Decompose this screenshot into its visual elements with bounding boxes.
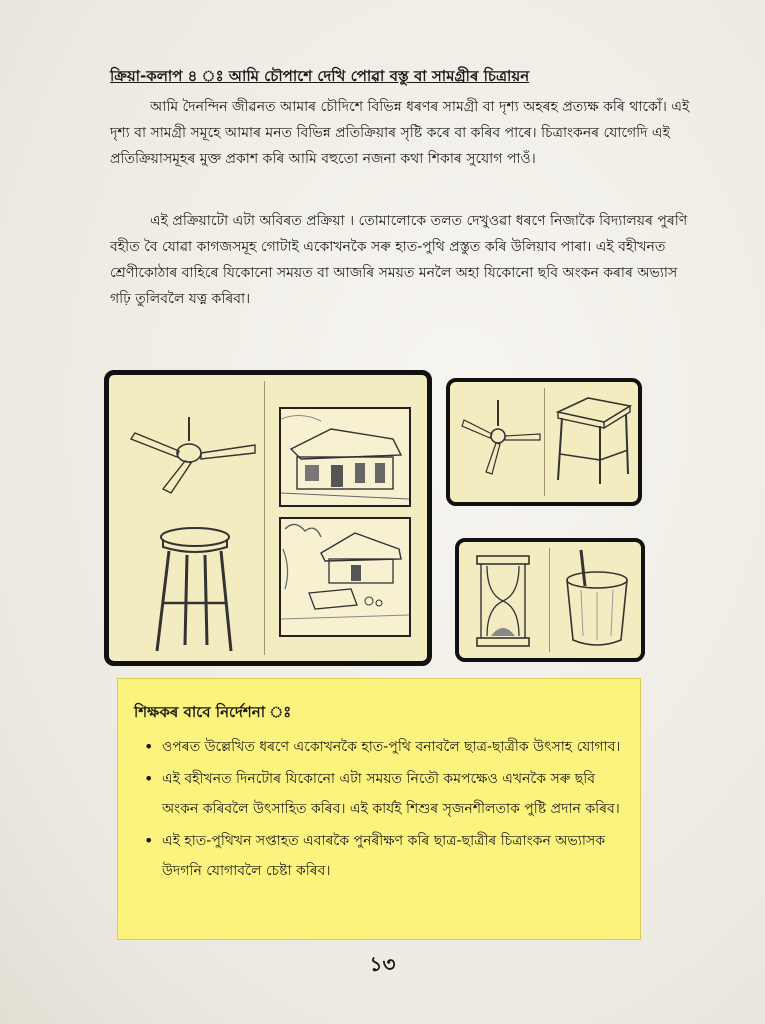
instruction-item: • এই হাত-পুথিখন সপ্তাহত এবাৰকৈ পুনৰীক্ষণ কৰি ছাত্ৰ-ছাত্ৰীৰ চিত্ৰাংকন অভ্যাসক উদগনি যোগাবলৈ চেষ্টা কৰিব। (148, 826, 626, 886)
teacher-instructions-list (134, 732, 626, 886)
teacher-instructions-box (117, 678, 641, 940)
ceiling-fan-sketch (127, 415, 257, 495)
instruction-item: • এই বহীখনত দিনটোৰ যিকোনো এটা সময়ত নিতৌ কমপক্ষেও এখনকৈ সৰু ছবি অংকন কৰিবলৈ উৎসাহিত কৰিব। এই কাৰ্যই শিশুৰ সৃজনশীলতাক পুষ্টি প্ৰদান কৰিব। (148, 764, 626, 824)
book-fold (264, 381, 265, 655)
ceiling-fan-sketch (458, 398, 542, 478)
house-sketch-frame (279, 407, 411, 507)
village-sketch-frame (279, 517, 411, 637)
instruction-item: • ওপৰত উল্লেখিত ধৰণে একোখনকৈ হাত-পুথি বনাবলৈ ছাত্ৰ-ছাত্ৰীক উৎসাহ যোগাব। (148, 732, 626, 762)
page-number: ১৩ (369, 952, 396, 976)
stool-sketch (155, 525, 235, 655)
teacher-instructions-title: শিক্ষকৰ বাবে নিৰ্দেশনা ঃ (134, 703, 292, 721)
sketchbook-small-hourglass-cup (455, 538, 645, 662)
book-fold (549, 548, 550, 652)
book-fold (544, 388, 545, 496)
instruction-paragraph: এই প্ৰক্ৰিয়াটো এটা অবিৰত প্ৰক্ৰিয়া । তোমালোকে তলত দেখুওৱা ধৰণে নিজাকৈ বিদ্যালয়ৰ পুৰণি বহীত বৈ যোৱা কাগজসমূহ গোটাই একোখনকৈ সৰু হাত-পুথি প্ৰস্তুত কৰি উলিয়াব পাৰা। এই বহীখনত শ্ৰেণীকোঠাৰ বাহিৰে যিকোনো সময়ত বা আজৰি সময়ত মনলৈ অহা যিকোনো ছবি অংকন কৰাৰ অভ্যাস গঢ়ি তুলিবলৈ যত্ন কৰিবা। (110, 213, 688, 307)
intro-paragraph: আমি দৈনন্দিন জীৱনত আমাৰ চৌদিশে বিভিন্ন ধৰণৰ সামগ্ৰী বা দৃশ্য অহৰহ প্ৰত্যক্ষ কৰি থাকোঁ। এই দৃশ্য বা সামগ্ৰী সমূহে আমাৰ মনত বিভিন্ন প্ৰতিক্ৰিয়াৰ সৃষ্টি কৰে বা কৰিব পাৰে। চিত্ৰাংকনৰ যোগেদি এই প্ৰতিক্ৰিয়াসমূহৰ মুক্ত প্ৰকাশ কৰি আমি বহুতো নজনা কথা শিকাৰ সুযোগ পাওঁ। (110, 99, 690, 167)
pen-holder-cup-sketch (559, 546, 635, 650)
sketchbook-large (104, 370, 432, 666)
stool-sketch (554, 392, 634, 488)
activity-heading: ক্ৰিয়া-কলাপ ৪ ঃ আমি চৌপাশে দেখি পোৱা বস্তু বা সামগ্ৰীৰ চিত্ৰায়ন (110, 67, 530, 85)
sketchbook-small-fan-stool (446, 378, 642, 506)
hourglass-sketch (473, 554, 533, 650)
